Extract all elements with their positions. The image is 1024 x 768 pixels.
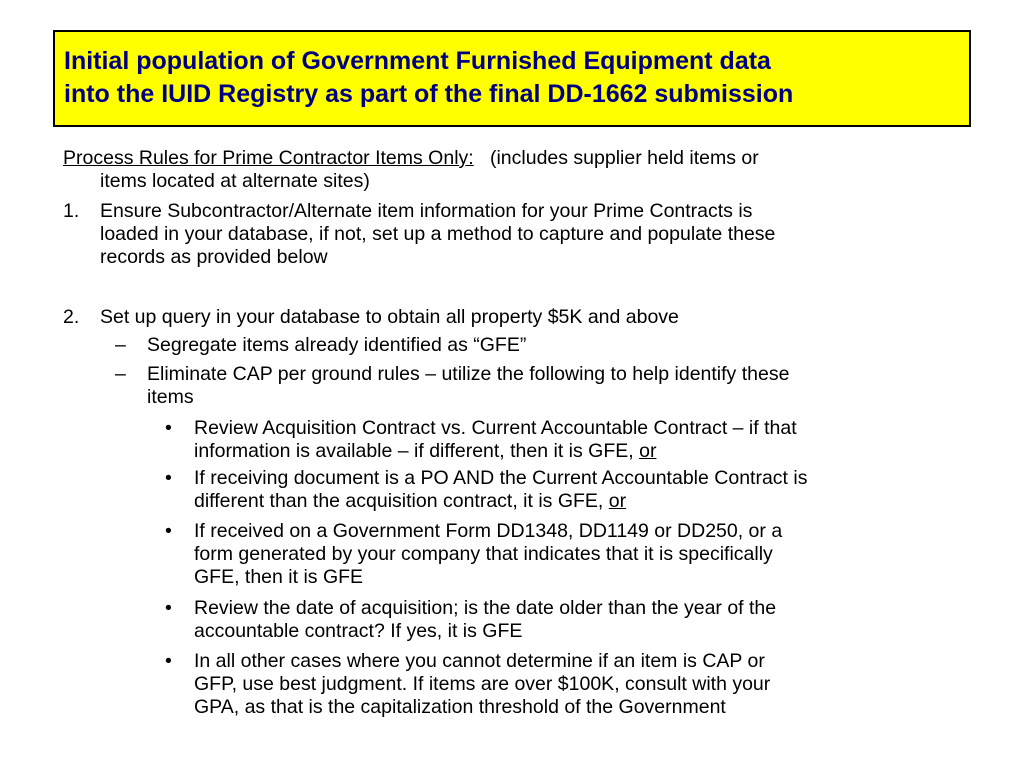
bullet-line: GFE, then it is GFE: [194, 566, 364, 588]
or-underlined: or: [608, 490, 627, 512]
step-1-text: [100, 200, 775, 269]
intro-note: (includes supplier held items or: [489, 147, 759, 169]
step-2-number: 2.: [63, 306, 80, 328]
bullet-line: GFP, use best judgment. If items are over $100K, consult with your: [194, 673, 771, 695]
bullet-line: In all other cases where you cannot determine if an item is CAP or: [194, 650, 765, 672]
or-underlined: or: [639, 440, 657, 462]
bullet-line: If received on a Government Form DD1348, DD1149 or DD250, or a: [194, 520, 783, 542]
step-1-line: records as provided below: [100, 246, 328, 268]
intro-heading: Process Rules for Prime Contractor Items Only:: [63, 147, 474, 169]
bullet-item: [194, 417, 797, 463]
intro-line-2: items located at alternate sites): [100, 170, 370, 192]
sub-item-line: Eliminate CAP per ground rules – utilize the following to help identify these: [147, 363, 790, 385]
bullet-item: [194, 467, 807, 513]
bullet-line: If receiving document is a PO AND the Current Accountable Contract is: [194, 467, 808, 489]
bullet-marker: •: [165, 650, 172, 672]
bullet-marker: •: [165, 520, 172, 542]
intro-paragraph: [63, 147, 759, 170]
slide-title: [64, 45, 959, 111]
bullet-line: accountable contract? If yes, it is GFE: [194, 620, 523, 642]
bullet-line: information is available – if different, then it is GFE,: [194, 440, 634, 462]
bullet-marker: •: [165, 467, 172, 489]
bullet-item: [194, 650, 770, 719]
bullet-item: [194, 520, 782, 589]
dash-marker: –: [115, 334, 126, 356]
step-2-text: Set up query in your database to obtain all property $5K and above: [100, 306, 679, 328]
sub-item: [147, 363, 789, 409]
sub-item-line: Segregate items already identified as “GFE”: [147, 334, 527, 356]
bullet-line: Review Acquisition Contract vs. Current Accountable Contract – if that: [194, 417, 797, 439]
step-1-line: Ensure Subcontractor/Alternate item information for your Prime Contracts is: [100, 200, 753, 222]
bullet-line: different than the acquisition contract, it is GFE,: [194, 490, 604, 512]
step-1-number: 1.: [63, 200, 80, 222]
step-1-line: loaded in your database, if not, set up a method to capture and populate these: [100, 223, 776, 245]
sub-item: [147, 334, 526, 357]
title-line-2: into the IUID Registry as part of the final DD-1662 submission: [64, 80, 794, 108]
bullet-marker: •: [165, 417, 172, 439]
dash-marker: –: [115, 363, 126, 385]
sub-item-line: items: [147, 386, 194, 408]
bullet-line: form generated by your company that indicates that it is specifically: [194, 543, 773, 565]
bullet-line: Review the date of acquisition; is the date older than the year of the: [194, 597, 777, 619]
slide-title-box: [53, 30, 971, 127]
bullet-item: [194, 597, 776, 643]
bullet-line: GPA, as that is the capitalization threshold of the Government: [194, 696, 726, 718]
title-line-1: Initial population of Government Furnished Equipment data: [64, 47, 771, 75]
bullet-marker: •: [165, 597, 172, 619]
